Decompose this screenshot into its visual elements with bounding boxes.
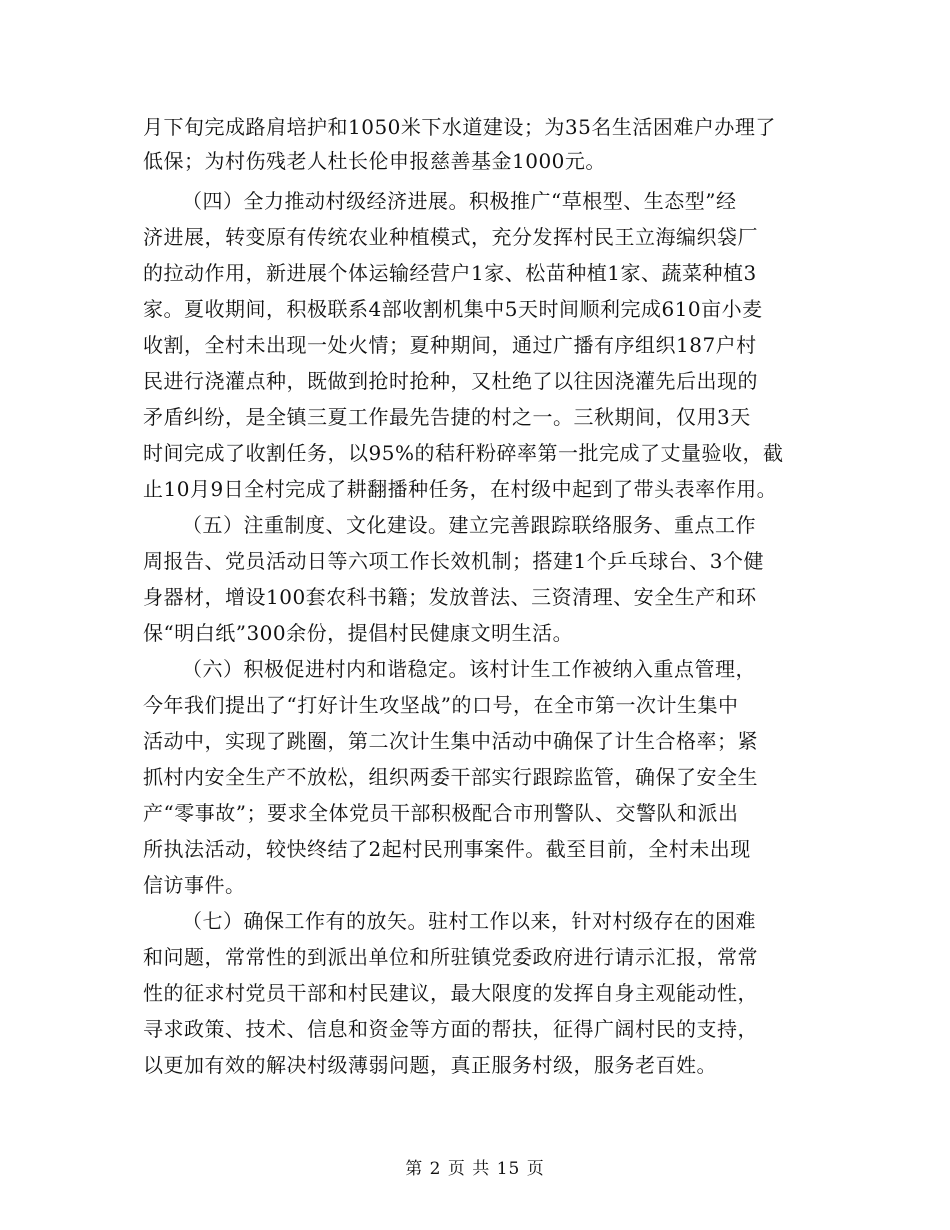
paragraph-line: 寻求政策、技术、信息和资金等方面的帮扶，征得广阔村民的支持， — [143, 1017, 758, 1041]
section-five-heading-line: （五）注重制度、文化建设。建立完善跟踪联络服务、重点工作 — [182, 513, 756, 537]
paragraph-line: 家。夏收期间，积极联系4部收割机集中5天时间顺利完成610亩小麦 — [143, 297, 763, 321]
paragraph-line: 收割，全村未出现一处火情；夏种期间，通过广播有序组织187户村 — [143, 333, 757, 357]
section-four-heading-line: （四）全力推动村级经济进展。积极推广“草根型、生态型”经 — [182, 189, 737, 213]
paragraph-line: 保“明白纸”300余份，提倡村民健康文明生活。 — [143, 621, 574, 645]
paragraph-line: 的拉动作用，新进展个体运输经营户1家、松苗种植1家、蔬菜种植3 — [143, 261, 757, 285]
paragraph-line: 和问题，常常性的到派出单位和所驻镇党委政府进行请示汇报，常常 — [143, 945, 758, 969]
paragraph-line: 信访事件。 — [143, 873, 246, 897]
paragraph-line: 矛盾纠纷，是全镇三夏工作最先告捷的村之一。三秋期间，仅用3天 — [143, 405, 751, 429]
paragraph-line: 止10月9日全村完成了耕翻播种任务，在村级中起到了带头表率作用。 — [143, 477, 778, 501]
section-seven-heading-line: （七）确保工作有的放矢。驻村工作以来，针对村级存在的困难 — [182, 909, 756, 933]
paragraph-line: 身器材，增设100套农科书籍；发放普法、三资清理、安全生产和环 — [143, 585, 757, 609]
paragraph-line: 时间完成了收割任务，以95%的秸秆粉碎率第一批完成了丈量验收，截 — [143, 441, 784, 465]
paragraph-line: 月下旬完成路肩培护和1050米下水道建设；为35名生活困难户办理了 — [143, 115, 776, 139]
paragraph-line: 低保；为村伤残老人杜长伦申报慈善基金1000元。 — [143, 149, 606, 173]
paragraph-line: 所执法活动，较快终结了2起村民刑事案件。截至目前，全村未出现 — [143, 837, 751, 861]
paragraph-line: 民进行浇灌点种，既做到抢时抢种，又杜绝了以往因浇灌先后出现的 — [143, 369, 758, 393]
paragraph-line: 济进展，转变原有传统农业种植模式，充分发挥村民王立海编织袋厂 — [143, 225, 758, 249]
paragraph-line: 产“零事故”；要求全体党员干部积极配合市刑警队、交警队和派出 — [143, 801, 739, 825]
paragraph-line: 性的征求村党员干部和村民建议，最大限度的发挥自身主观能动性， — [143, 981, 758, 1005]
page-number-footer: 第 2 页 共 15 页 — [405, 1159, 545, 1179]
paragraph-line: 活动中，实现了跳圈，第二次计生集中活动中确保了计生合格率；紧 — [143, 729, 758, 753]
paragraph-line: 周报告、党员活动日等六项工作长效机制；搭建1个乒乓球台、3个健 — [143, 549, 764, 573]
paragraph-line: 今年我们提出了“打好计生攻坚战”的口号，在全市第一次计生集中 — [143, 693, 739, 717]
paragraph-line: 以更加有效的解决村级薄弱问题，真正服务村级，服务老百姓。 — [143, 1053, 717, 1077]
section-six-heading-line: （六）积极促进村内和谐稳定。该村计生工作被纳入重点管理， — [182, 657, 756, 681]
paragraph-line: 抓村内安全生产不放松，组织两委干部实行跟踪监管，确保了安全生 — [143, 765, 758, 789]
